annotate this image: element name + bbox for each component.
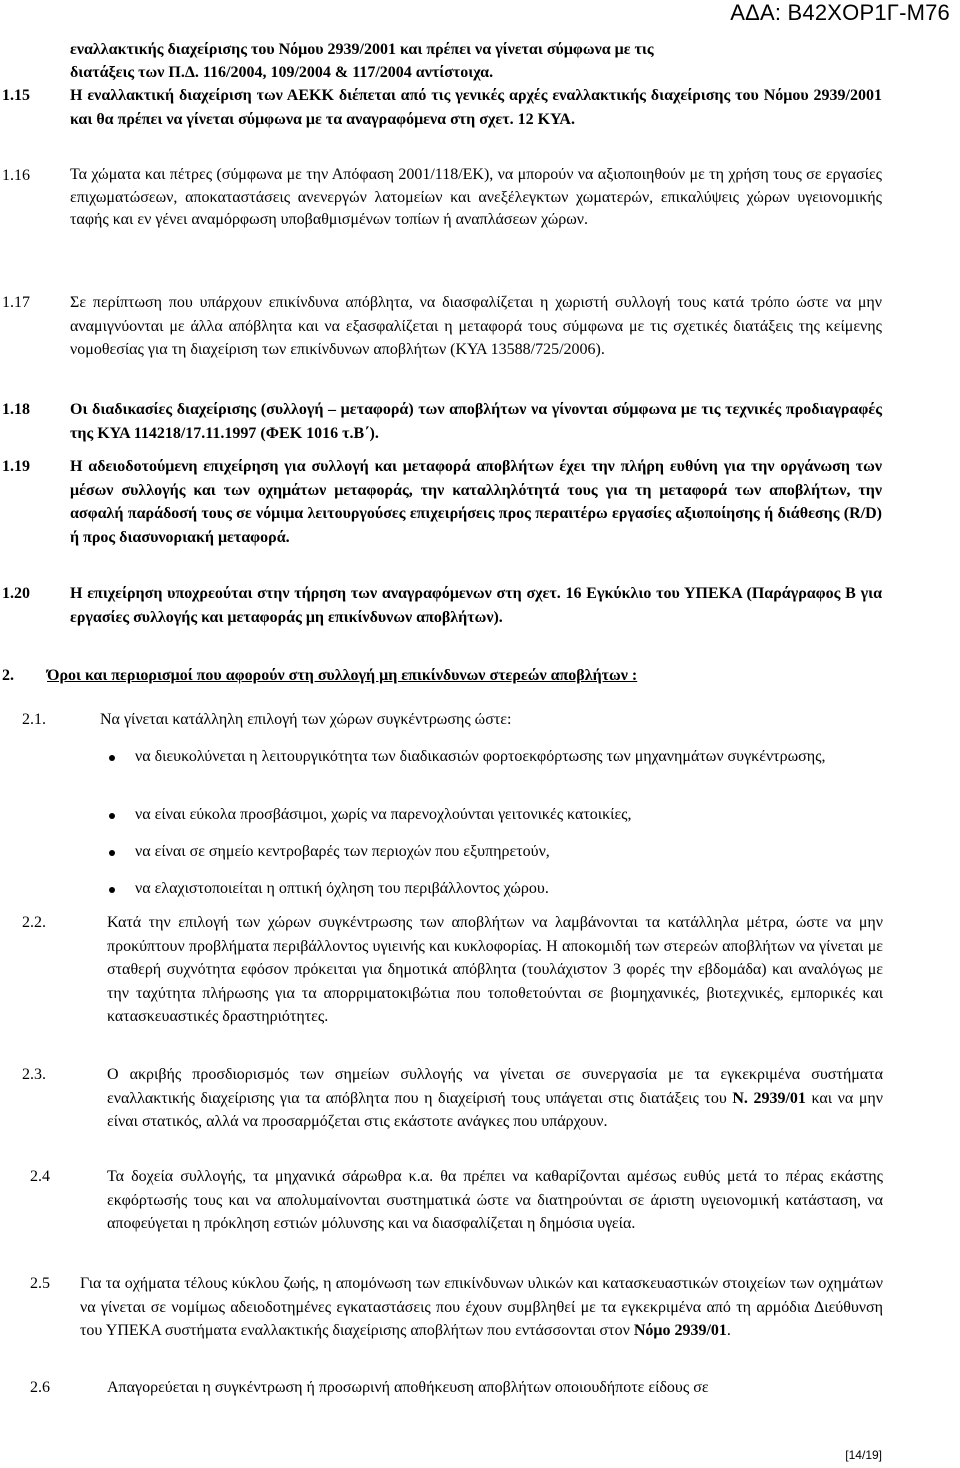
bullet-text: να διευκολύνεται η λειτουργικότητα των διαδικασιών φορτοεκφόρτωσης των μηχανημάτων συγκέντρωσης,	[135, 748, 826, 765]
item-number: 1.17	[2, 294, 30, 311]
bullet-icon	[109, 813, 115, 819]
item-text: Η επιχείρηση υποχρεούται στην τήρηση των αναγραφόμενων στη σχετ. 16 Εγκύκλιο του ΥΠΕΚΑ (Παράγραφος Β για εργασίες συλλογής και μεταφοράς μη επικίνδυνων αποβλήτων).	[70, 585, 882, 626]
subitem-text: Ο ακριβής προσδιορισμός των σημείων συλλογής να γίνεται σε συνεργασία με τα εγκεκριμένα συστήματα εναλλακτικής διαχείρισης για τα απόβλητα που η διαχείρισή τους υπάγεται στις διατάξεις του Ν. 2939/01 και να μην είναι στατικός, αλλά να προσαρμόζεται στις εκάστοτε ανάγκες που υπάρχουν.	[107, 1066, 884, 1130]
subitem-text: Απαγορεύεται η συγκέντρωση ή προσωρινή αποθήκευση αποβλήτων οποιουδήποτε είδους σε	[107, 1379, 709, 1396]
subitem-number: 2.6	[30, 1379, 50, 1396]
subitem-number: 2.2.	[22, 914, 46, 931]
item-text: Σε περίπτωση που υπάρχουν επικίνδυνα απόβλητα, να διασφαλίζεται η χωριστή συλλογή τους κατά τρόπο ώστε να μην αναμιγνύονται με άλλα απόβλητα και να εξασφαλίζεται η μεταφορά τους σύμφωνα με τις σχετικές διατάξεις της κείμενης νομοθεσίας για τη διαχείριση των επικίνδυνων αποβλήτων (ΚΥΑ 13588/725/2006).	[70, 294, 882, 358]
bullet-icon	[109, 755, 115, 761]
bullet-text: να είναι εύκολα προσβάσιμοι, χωρίς να παρενοχλούνται γειτονικές κατοικίες,	[135, 806, 632, 823]
intro-line-2: διατάξεις των Π.Δ. 116/2004, 109/2004 & 117/2004 αντίστοιχα.	[70, 64, 494, 81]
item-number: 1.15	[2, 87, 30, 104]
bullet-icon	[109, 887, 115, 893]
item-number: 1.19	[2, 458, 30, 475]
item-text: Τα χώματα και πέτρες (σύμφωνα με την Απόφαση 2001/118/ΕΚ), να μπορούν να αξιοποιηθούν με τη χρήση τους σε εργασίες επιχωματώσεων, αποκαταστάσεις ανενεργών λατομείων και ανεξέλεγκτων χωματερών, επικαλύψεις χώρων υγειονομικής ταφής και εν γένει αναμόρφωση υποβαθμισμένων τοπίων ή αναπλάσεων χώρων.	[70, 166, 882, 228]
item-text: Η αδειοδοτούμενη επιχείρηση για συλλογή και μεταφορά αποβλήτων έχει την πλήρη ευθύνη για την οργάνωση των μέσων συλλογής και των οχημάτων μεταφοράς, την καταλληλότητά τους για τη μεταφορά των αποβλήτων, την ασφαλή παράδοσή τους σε νόμιμα λειτουργούσες επιχειρήσεις προς περαιτέρω εργασίες αξιοποίησης ή διάθεσης (R/D) ή προς διασυνοριακή μεταφορά.	[70, 458, 882, 546]
bullet-text: να είναι σε σημείο κεντροβαρές των περιοχών που εξυπηρετούν,	[135, 843, 550, 860]
bullet-icon	[109, 850, 115, 856]
bullet-text: να ελαχιστοποιείται η οπτική όχληση του περιβάλλοντος χώρου.	[135, 880, 549, 897]
item-text: Η εναλλακτική διαχείριση των ΑΕΚΚ διέπεται από τις γενικές αρχές εναλλακτικής διαχείρισης του Νόμου 2939/2001 και θα πρέπει να γίνεται σύμφωνα με τα αναγραφόμενα στη σχετ. 12 ΚΥΑ.	[70, 87, 882, 128]
subitem-number: 2.5	[30, 1275, 50, 1292]
subitem-number: 2.1.	[22, 711, 46, 728]
item-number: 1.16	[2, 167, 30, 184]
subitem-text: Για τα οχήματα τέλους κύκλου ζωής, η απομόνωση των επικίνδυνων υλικών και κατασκευαστικών στοιχείων των οχημάτων να γίνεται σε νομίμως αδειοδοτημένες εγκαταστάσεις που έχουν συμβληθεί με τα εγκεκριμένα από τη αρμόδια Διεύθυνση του ΥΠΕΚΑ συστήματα εναλλακτικής διαχείρισης αποβλήτων που εντάσσονται στον Νόμο 2939/01.	[80, 1275, 883, 1339]
intro-line-1: εναλλακτικής διαχείρισης του Νόμου 2939/2001 και πρέπει να γίνεται σύμφωνα με τις	[70, 41, 654, 58]
section-title: Όροι και περιορισμοί που αφορούν στη συλλογή μη επικίνδυνων στερεών αποβλήτων :	[47, 667, 638, 684]
item-text: Οι διαδικασίες διαχείρισης (συλλογή – μεταφορά) των αποβλήτων να γίνονται σύμφωνα με τις τεχνικές προδιαγραφές της ΚΥΑ 114218/17.11.1997 (ΦΕΚ 1016 τ.Β΄).	[70, 401, 882, 442]
subitem-text: Κατά την επιλογή των χώρων συγκέντρωσης των αποβλήτων να λαμβάνονται τα κατάλληλα μέτρα, ώστε να μην προκύπτουν προβλήματα περιβάλλοντος υγιεινής και κυκλοφορίας. Η αποκομιδή των στερεών αποβλήτων να γίνεται με σταθερή συχνότητα εφόσον πρόκειται για δημοτικά απόβλητα (τουλάχιστον 3 φορές την εβδομάδα) και αναλόγως με την ταχύτητα πλήρωσης για τα απορριματοκιβώτια που τοποθετούνται σε βιομηχανικές, βιοτεχνικές, εμπορικές και κατασκευαστικές δραστηριότητες.	[107, 914, 883, 1025]
subitem-number: 2.3.	[22, 1066, 46, 1083]
section-number: 2.	[2, 667, 14, 684]
item-number: 1.20	[2, 585, 30, 602]
subitem-number: 2.4	[30, 1168, 50, 1185]
subitem-text: Τα δοχεία συλλογής, τα μηχανικά σάρωθρα κ.α. θα πρέπει να καθαρίζονται αμέσως ευθύς μετά το πέρας εκάστης εκφόρτωσής τους και να απολυμαίνονται συστηματικά ώστε να διατηρούνται σε άριστη υγειονομική κατάσταση, να αποφεύγεται η πρόκληση εστιών μόλυνσης και να διασφαλίζεται η δημόσια υγεία.	[107, 1168, 883, 1232]
subitem-text: Να γίνεται κατάλληλη επιλογή των χώρων συγκέντρωσης ώστε:	[100, 711, 512, 728]
page-number: [14/19]	[845, 1448, 882, 1462]
ada-code: ΑΔΑ: Β42ΧΟΡ1Γ-Μ76	[730, 0, 950, 25]
item-number: 1.18	[2, 401, 30, 418]
